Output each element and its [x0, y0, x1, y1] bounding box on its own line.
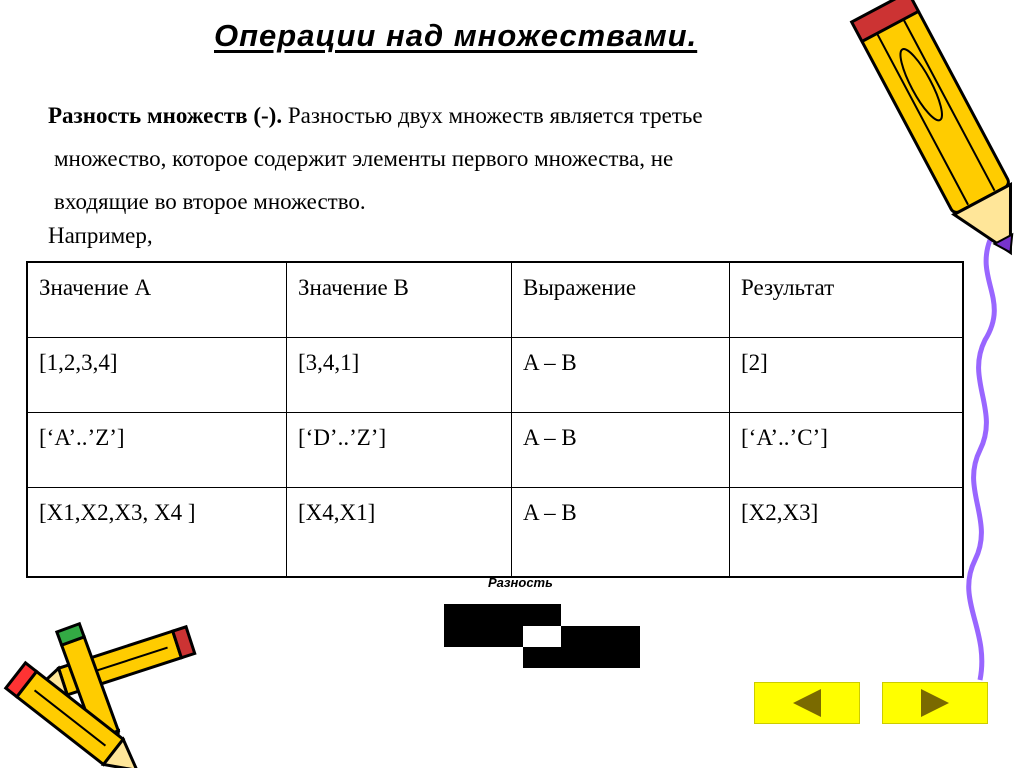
definition-term: Разность множеств (-). — [48, 103, 283, 128]
example-label: Например, — [48, 223, 153, 248]
triangle-right-icon — [921, 689, 949, 717]
definition-line-2: множество, которое содержит элементы первого множества, не — [54, 146, 674, 171]
table-cell: [1,2,3,4] — [27, 338, 287, 413]
table-header-cell: Выражение — [512, 262, 730, 338]
next-slide-button[interactable] — [882, 682, 988, 724]
table-row — [27, 488, 963, 578]
definition-paragraph — [48, 94, 888, 223]
table-header-cell: Значение В — [287, 262, 512, 338]
definition-line-1-rest: Разностью двух множеств является третье — [282, 103, 703, 128]
table-cell: A – B — [512, 488, 730, 578]
definition-line-3: входящие во второе множество. — [54, 189, 366, 214]
table-row — [27, 338, 963, 413]
table-cell: A – B — [512, 413, 730, 488]
triangle-left-icon — [793, 689, 821, 717]
table-header-cell: Результат — [730, 262, 964, 338]
sets-table — [26, 261, 964, 578]
table-row — [27, 413, 963, 488]
table-cell: [‘A’..’Z’] — [27, 413, 287, 488]
diagram-caption: Разность — [488, 575, 553, 590]
prev-slide-button[interactable] — [754, 682, 860, 724]
slide-title: Операции над множествами. — [214, 18, 698, 53]
table-cell: [X1,X2,X3, X4 ] — [27, 488, 287, 578]
table-cell: [3,4,1] — [287, 338, 512, 413]
definition-line-1 — [48, 94, 888, 137]
table-cell: [X2,X3] — [730, 488, 964, 578]
table-cell: [‘A’..’C’] — [730, 413, 964, 488]
table-header-cell: Значение А — [27, 262, 287, 338]
pencils-decoration-left — [0, 618, 220, 768]
table-header-row — [27, 262, 963, 338]
table-cell: [‘D’..’Z’] — [287, 413, 512, 488]
table-cell: [2] — [730, 338, 964, 413]
squiggle-line — [969, 240, 995, 680]
table-cell: [X4,X1] — [287, 488, 512, 578]
table-cell: A – B — [512, 338, 730, 413]
